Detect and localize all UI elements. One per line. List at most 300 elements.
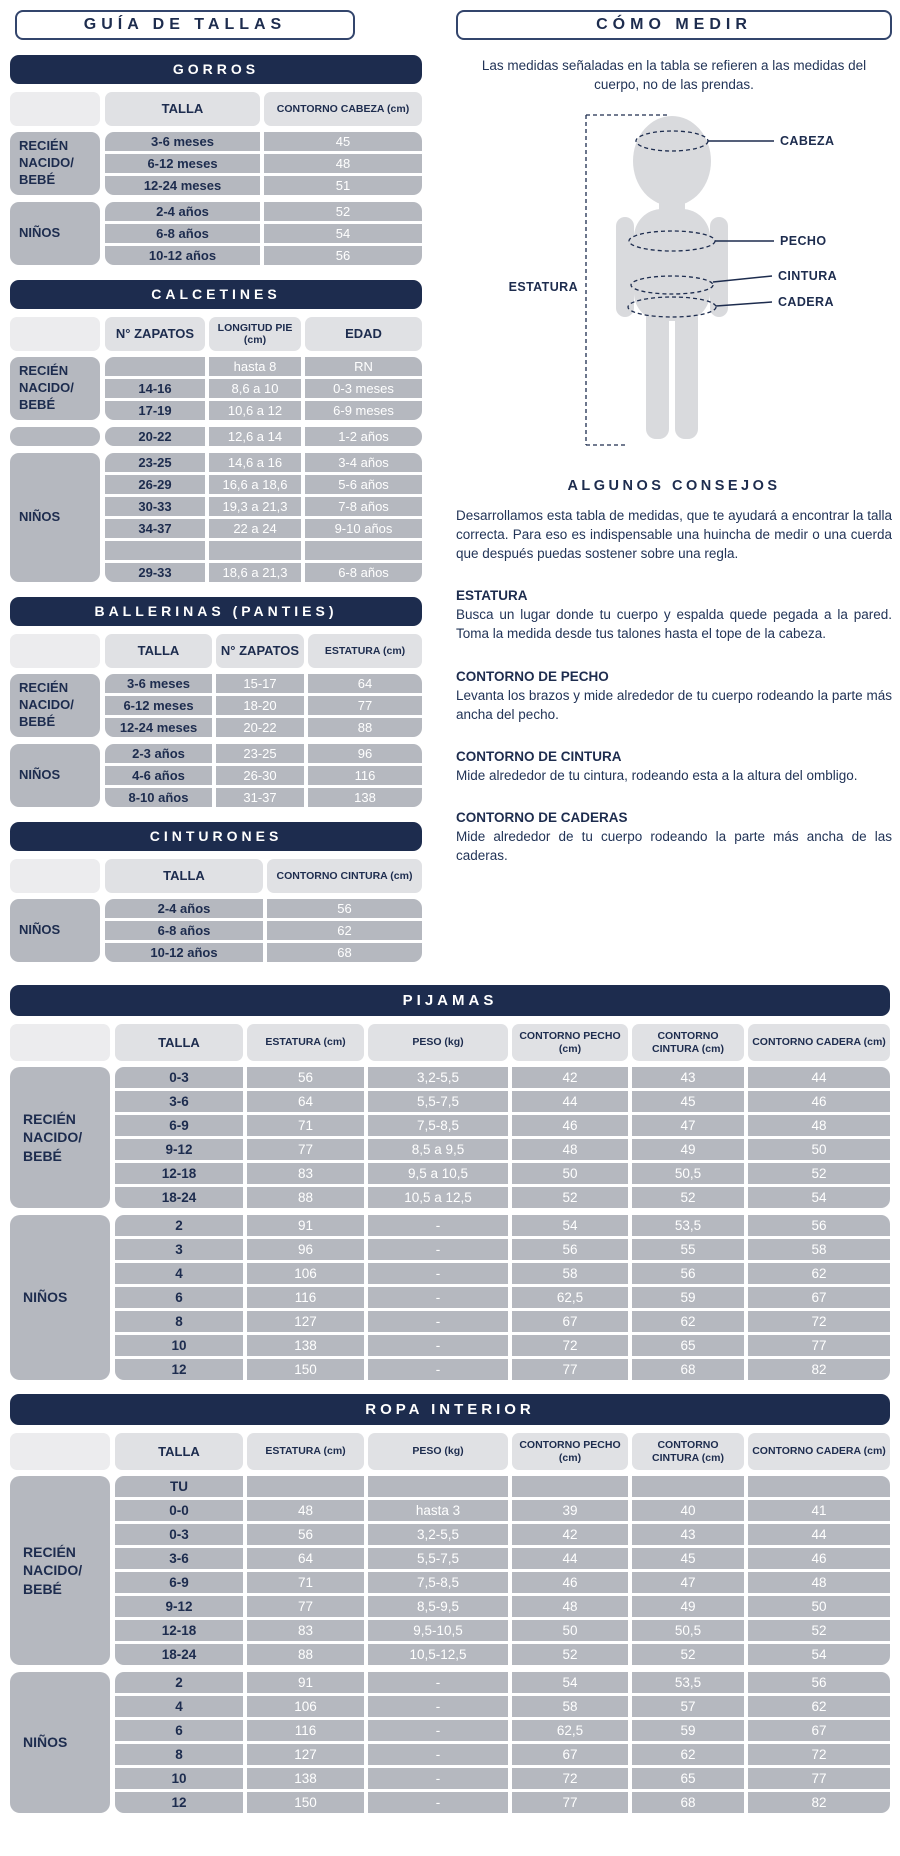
table-group: [10, 427, 422, 446]
table-cell: 58: [512, 1263, 628, 1284]
table-cell: -: [368, 1696, 508, 1717]
table-cell: 3-6 meses: [105, 132, 260, 151]
table-cell: 2: [115, 1672, 243, 1693]
group-rows: [105, 453, 422, 582]
table-cell: 5,5-7,5: [368, 1548, 508, 1569]
table-cell: 9,5 a 10,5: [368, 1163, 508, 1184]
table-row: [105, 899, 422, 918]
table-cell: 3-6 meses: [105, 674, 212, 693]
table-section-title: BALLERINAS (PANTIES): [10, 597, 422, 626]
table-cell: 8,5 a 9,5: [368, 1139, 508, 1160]
table-cell: 68: [632, 1792, 744, 1813]
table-header-row: [10, 317, 422, 351]
table-cell: 26-29: [105, 475, 205, 494]
group-rows: [115, 1215, 890, 1380]
table-cell: [105, 357, 205, 376]
table-cell: 18-20: [216, 696, 304, 715]
table-cell: 44: [512, 1091, 628, 1112]
header-cells: [105, 317, 422, 351]
advice-body: Mide alrededor de tu cintura, rodeando esta a la altura del ombligo.: [456, 767, 858, 783]
table-cell: 83: [247, 1620, 364, 1641]
table-cell: 54: [748, 1187, 890, 1208]
table-cell: 64: [247, 1091, 364, 1112]
table-row: [105, 563, 422, 582]
group-label: NIÑOS: [10, 202, 100, 265]
table-cell: 72: [512, 1768, 628, 1789]
table-row: [115, 1359, 890, 1380]
table-cell: [512, 1476, 628, 1497]
group-rows: [105, 744, 422, 807]
table-cell: 54: [264, 224, 422, 243]
table-section-title: ROPA INTERIOR: [10, 1394, 890, 1425]
column-header: TALLA: [115, 1024, 243, 1061]
table-cell: 3: [115, 1239, 243, 1260]
table-row: [105, 497, 422, 516]
table-cell: 8,5-9,5: [368, 1596, 508, 1617]
table-row: [115, 1524, 890, 1545]
column-header: PESO (kg): [368, 1433, 508, 1470]
table-section-title: GORROS: [10, 55, 422, 84]
table-cell: 51: [264, 176, 422, 195]
table-cell: 12-24 meses: [105, 718, 212, 737]
table-cell: 23-25: [216, 744, 304, 763]
table-cell: 7,5-8,5: [368, 1115, 508, 1136]
table-cell: -: [368, 1792, 508, 1813]
table-cell: 72: [512, 1335, 628, 1356]
table-cell: [247, 1476, 364, 1497]
table-cell: 68: [632, 1359, 744, 1380]
table-group: [10, 1672, 890, 1813]
table-cell: hasta 8: [209, 357, 301, 376]
group-label: NIÑOS: [10, 744, 100, 807]
table-row: [115, 1215, 890, 1236]
table-cell: 4: [115, 1263, 243, 1284]
column-header: CONTORNO CINTURA (cm): [632, 1433, 744, 1470]
table-cell: RN: [305, 357, 422, 376]
table-cell: 56: [247, 1524, 364, 1545]
table-cell: 45: [632, 1091, 744, 1112]
table-row: [115, 1335, 890, 1356]
column-header: N° ZAPATOS: [216, 634, 304, 668]
table-calcetines: [10, 280, 422, 582]
advice-title: ALGUNOS CONSEJOS: [567, 477, 781, 494]
table-cell: 138: [308, 788, 422, 807]
table-cell: 48: [748, 1115, 890, 1136]
column-header: ESTATURA (cm): [247, 1433, 364, 1470]
group-label: NIÑOS: [10, 1215, 110, 1380]
table-cell: 62: [748, 1696, 890, 1717]
table-cell: 22 a 24: [209, 519, 301, 538]
group-rows: [105, 357, 422, 420]
table-cell: 0-0: [115, 1500, 243, 1521]
group-label: NIÑOS: [10, 453, 100, 582]
group-rows: [115, 1672, 890, 1813]
table-header-row: [10, 1024, 890, 1061]
table-cell: 26-30: [216, 766, 304, 785]
group-label: RECIÉN NACIDO/ BEBÉ: [10, 357, 100, 420]
table-cell: 72: [748, 1311, 890, 1332]
table-row: [115, 1139, 890, 1160]
table-cell: 10: [115, 1335, 243, 1356]
table-cell: 67: [512, 1311, 628, 1332]
advice-section-cintura: [456, 749, 892, 785]
table-cell: 44: [748, 1524, 890, 1545]
table-group: [10, 1067, 890, 1208]
advice-body: Busca un lugar donde tu cuerpo y espalda quede pegada a la pared. Toma la medida desde tus talones hasta el tope de la cabeza.: [456, 607, 892, 642]
table-cell: [105, 541, 205, 560]
table-cell: 62,5: [512, 1720, 628, 1741]
column-header: ESTATURA (cm): [308, 634, 422, 668]
table-row: [115, 1572, 890, 1593]
group-label: RECIÉN NACIDO/ BEBÉ: [10, 1067, 110, 1208]
table-cell: 62: [748, 1263, 890, 1284]
table-cell: 6-8 años: [105, 224, 260, 243]
table-cell: 15-17: [216, 674, 304, 693]
table-cell: 20-22: [216, 718, 304, 737]
table-cell: 6-8 años: [305, 563, 422, 582]
table-cell: 5,5-7,5: [368, 1091, 508, 1112]
table-cell: 46: [748, 1548, 890, 1569]
left-column: [10, 8, 422, 969]
table-cell: 82: [748, 1359, 890, 1380]
table-row: [115, 1163, 890, 1184]
table-group: [10, 899, 422, 962]
table-cell: 138: [247, 1768, 364, 1789]
table-cell: 10-12 años: [105, 246, 260, 265]
diagram-label-pecho: PECHO: [780, 233, 827, 248]
table-cell: -: [368, 1239, 508, 1260]
table-row: [105, 766, 422, 785]
table-cell: 7,5-8,5: [368, 1572, 508, 1593]
table-cell: 56: [748, 1672, 890, 1693]
table-cell: 8: [115, 1311, 243, 1332]
table-cell: 64: [247, 1548, 364, 1569]
table-cell: 18-24: [115, 1187, 243, 1208]
group-rows: [115, 1067, 890, 1208]
header-corner-cell: [10, 1024, 110, 1061]
table-cell: -: [368, 1287, 508, 1308]
table-row: [115, 1744, 890, 1765]
table-row: [115, 1091, 890, 1112]
table-cell: 68: [267, 943, 422, 962]
advice-heading: ESTATURA: [456, 588, 528, 604]
table-cell: 12,6 a 14: [209, 427, 301, 446]
table-cell: 77: [748, 1768, 890, 1789]
table-cell: 56: [267, 899, 422, 918]
table-cell: 46: [512, 1115, 628, 1136]
table-cell: 42: [512, 1067, 628, 1088]
table-cell: hasta 3: [368, 1500, 508, 1521]
table-cell: 6-9 meses: [305, 401, 422, 420]
table-cell: 138: [247, 1335, 364, 1356]
table-cell: 6: [115, 1287, 243, 1308]
table-cell: 6-9: [115, 1572, 243, 1593]
table-cell: 77: [512, 1359, 628, 1380]
table-row: [105, 427, 422, 446]
table-section-title: PIJAMAS: [10, 985, 890, 1016]
table-cell: 19,3 a 21,3: [209, 497, 301, 516]
table-cell: 62: [267, 921, 422, 940]
table-row: [105, 519, 422, 538]
header-corner-cell: [10, 317, 100, 351]
table-cell: 55: [632, 1239, 744, 1260]
table-cell: 3-6: [115, 1548, 243, 1569]
header-corner-cell: [10, 1433, 110, 1470]
table-group: [10, 1476, 890, 1665]
table-cell: 17-19: [105, 401, 205, 420]
table-cell: 77: [748, 1335, 890, 1356]
table-cell: 14,6 a 16: [209, 453, 301, 472]
table-ballerinas: [10, 597, 422, 807]
table-cell: 4-6 años: [105, 766, 212, 785]
group-label: RECIÉN NACIDO/ BEBÉ: [10, 132, 100, 195]
table-cell: 62,5: [512, 1287, 628, 1308]
table-cell: 48: [247, 1500, 364, 1521]
advice-body: Levanta los brazos y mide alrededor de tu cuerpo rodeando la parte más ancha del pecho.: [456, 687, 892, 722]
table-group: [10, 674, 422, 737]
column-header: CONTORNO CINTURA (cm): [267, 859, 422, 893]
table-cell: 18-24: [115, 1644, 243, 1665]
table-cell: 29-33: [105, 563, 205, 582]
table-row: [105, 132, 422, 151]
advice-body: Mide alrededor de tu cuerpo rodeando la parte más ancha de las caderas.: [456, 829, 892, 864]
table-cell: -: [368, 1744, 508, 1765]
table-cell: 9-12: [115, 1139, 243, 1160]
table-cell: 64: [308, 674, 422, 693]
group-label: [10, 427, 100, 446]
table-cell: 127: [247, 1744, 364, 1765]
group-label: RECIÉN NACIDO/ BEBÉ: [10, 1476, 110, 1665]
table-cell: 2-3 años: [105, 744, 212, 763]
body-measure-diagram: [456, 99, 892, 476]
table-row: [105, 541, 422, 560]
table-cell: 91: [247, 1672, 364, 1693]
table-row: [115, 1696, 890, 1717]
advice-heading: CONTORNO DE CADERAS: [456, 810, 628, 826]
table-cell: 50,5: [632, 1620, 744, 1641]
table-cell: 2-4 años: [105, 202, 260, 221]
table-header-row: [10, 92, 422, 126]
table-row: [105, 357, 422, 376]
table-cell: 59: [632, 1720, 744, 1741]
table-cell: 62: [632, 1744, 744, 1765]
table-cell: 3-4 años: [305, 453, 422, 472]
table-row: [105, 943, 422, 962]
column-header: EDAD: [305, 317, 422, 351]
diagram-label-cadera: CADERA: [778, 294, 834, 309]
table-cell: -: [368, 1672, 508, 1693]
table-cell: 52: [512, 1187, 628, 1208]
table-cell: 6-9: [115, 1115, 243, 1136]
table-header-row: [10, 1433, 890, 1470]
table-group: [10, 132, 422, 195]
column-header: CONTORNO PECHO (cm): [512, 1433, 628, 1470]
table-cell: 10,6 a 12: [209, 401, 301, 420]
table-cell: 12: [115, 1792, 243, 1813]
table-cell: 12-18: [115, 1163, 243, 1184]
table-cell: 50,5: [632, 1163, 744, 1184]
table-cell: 18,6 a 21,3: [209, 563, 301, 582]
table-row: [105, 202, 422, 221]
table-cell: 77: [247, 1139, 364, 1160]
table-cell: 77: [512, 1792, 628, 1813]
table-header-row: [10, 859, 422, 893]
table-cell: 8-10 años: [105, 788, 212, 807]
column-header: CONTORNO CADERA (cm): [748, 1433, 890, 1470]
advice-heading: CONTORNO DE PECHO: [456, 668, 609, 684]
table-row: [115, 1263, 890, 1284]
how-to-measure-title-box: [456, 10, 892, 40]
size-guide-title-box: [15, 10, 355, 40]
table-cell: 54: [512, 1672, 628, 1693]
table-cell: 6: [115, 1720, 243, 1741]
table-cell: 23-25: [105, 453, 205, 472]
header-corner-cell: [10, 634, 100, 668]
table-cell: 9,5-10,5: [368, 1620, 508, 1641]
table-cell: 9-12: [115, 1596, 243, 1617]
table-row: [115, 1644, 890, 1665]
table-cell: 6-8 años: [105, 921, 263, 940]
table-cell: 58: [512, 1696, 628, 1717]
table-row: [115, 1476, 890, 1497]
table-cell: 50: [512, 1620, 628, 1641]
table-cell: 8,6 a 10: [209, 379, 301, 398]
table-row: [115, 1239, 890, 1260]
table-cell: 3,2-5,5: [368, 1067, 508, 1088]
table-cell: -: [368, 1335, 508, 1356]
table-cell: 20-22: [105, 427, 205, 446]
column-header: CONTORNO PECHO (cm): [512, 1024, 628, 1061]
table-row: [105, 246, 422, 265]
group-label: NIÑOS: [10, 1672, 110, 1813]
table-cell: 42: [512, 1524, 628, 1545]
table-cell: 0-3: [115, 1524, 243, 1545]
table-cell: 56: [632, 1263, 744, 1284]
table-cell: 59: [632, 1287, 744, 1308]
table-cell: 49: [632, 1139, 744, 1160]
table-cell: 12-18: [115, 1620, 243, 1641]
table-cell: 52: [632, 1644, 744, 1665]
header-cells: [105, 859, 422, 893]
table-cell: 46: [748, 1091, 890, 1112]
table-cell: 5-6 años: [305, 475, 422, 494]
table-cell: 91: [247, 1215, 364, 1236]
table-cell: 88: [247, 1644, 364, 1665]
table-row: [115, 1672, 890, 1693]
column-header: TALLA: [105, 859, 263, 893]
table-cell: 41: [748, 1500, 890, 1521]
table-row: [115, 1768, 890, 1789]
column-header: N° ZAPATOS: [105, 317, 205, 351]
table-cell: 48: [512, 1139, 628, 1160]
table-cell: 54: [512, 1215, 628, 1236]
table-cell: 53,5: [632, 1672, 744, 1693]
table-cell: 7-8 años: [305, 497, 422, 516]
header-cells: [105, 92, 422, 126]
header-corner-cell: [10, 92, 100, 126]
table-cell: 150: [247, 1359, 364, 1380]
table-cell: 67: [748, 1287, 890, 1308]
table-cell: -: [368, 1215, 508, 1236]
advice-section-caderas: [456, 810, 892, 865]
table-cell: 10,5-12,5: [368, 1644, 508, 1665]
table-cell: 67: [748, 1720, 890, 1741]
table-cell: 10: [115, 1768, 243, 1789]
group-rows: [105, 427, 422, 446]
table-cell: 44: [748, 1067, 890, 1088]
header-cells: [105, 634, 422, 668]
column-header: PESO (kg): [368, 1024, 508, 1061]
header-corner-cell: [10, 859, 100, 893]
table-cell: 46: [512, 1572, 628, 1593]
table-cell: 83: [247, 1163, 364, 1184]
column-header: CONTORNO CINTURA (cm): [632, 1024, 744, 1061]
group-label: NIÑOS: [10, 899, 100, 962]
table-cell: 2: [115, 1215, 243, 1236]
table-cinturones: [10, 822, 422, 962]
group-rows: [105, 132, 422, 195]
advice-section-pecho: [456, 669, 892, 724]
table-group: [10, 744, 422, 807]
table-cell: -: [368, 1311, 508, 1332]
diagram-label-cabeza: CABEZA: [780, 133, 835, 148]
table-cell: 54: [748, 1644, 890, 1665]
table-cell: -: [368, 1359, 508, 1380]
table-cell: 116: [247, 1287, 364, 1308]
table-cell: 52: [264, 202, 422, 221]
table-row: [105, 176, 422, 195]
table-row: [105, 154, 422, 173]
table-row: [115, 1067, 890, 1088]
table-cell: 34-37: [105, 519, 205, 538]
table-cell: 16,6 a 18,6: [209, 475, 301, 494]
table-cell: 52: [748, 1620, 890, 1641]
table-row: [105, 224, 422, 243]
table-row: [115, 1115, 890, 1136]
table-cell: 150: [247, 1792, 364, 1813]
column-header: LONGITUD PIE (cm): [209, 317, 301, 351]
diagram-label-estatura: ESTATURA: [508, 279, 578, 294]
table-cell: 48: [512, 1596, 628, 1617]
table-cell: 14-16: [105, 379, 205, 398]
table-cell: 6-12 meses: [105, 154, 260, 173]
table-cell: -: [368, 1768, 508, 1789]
table-cell: 45: [632, 1548, 744, 1569]
table-row: [105, 475, 422, 494]
table-cell: 56: [512, 1239, 628, 1260]
table-cell: 62: [632, 1311, 744, 1332]
table-cell: 65: [632, 1335, 744, 1356]
table-row: [115, 1311, 890, 1332]
table-cell: 71: [247, 1115, 364, 1136]
table-cell: 50: [748, 1596, 890, 1617]
page-title: GUÍA DE TALLAS: [83, 16, 287, 33]
advice-section-estatura: [456, 588, 892, 643]
table-cell: 116: [247, 1720, 364, 1741]
measure-intro-text: Las medidas señaladas en la tabla se refieren a las medidas del cuerpo, no de las prendas.: [481, 58, 867, 92]
group-rows: [115, 1476, 890, 1665]
table-row: [105, 401, 422, 420]
table-cell: 44: [512, 1548, 628, 1569]
table-cell: 52: [748, 1163, 890, 1184]
table-cell: -: [368, 1720, 508, 1741]
table-row: [105, 379, 422, 398]
table-gorros: [10, 55, 422, 265]
how-to-measure-title: CÓMO MEDIR: [596, 16, 752, 33]
group-label: RECIÉN NACIDO/ BEBÉ: [10, 674, 100, 737]
table-cell: 3-6: [115, 1091, 243, 1112]
table-cell: 9-10 años: [305, 519, 422, 538]
